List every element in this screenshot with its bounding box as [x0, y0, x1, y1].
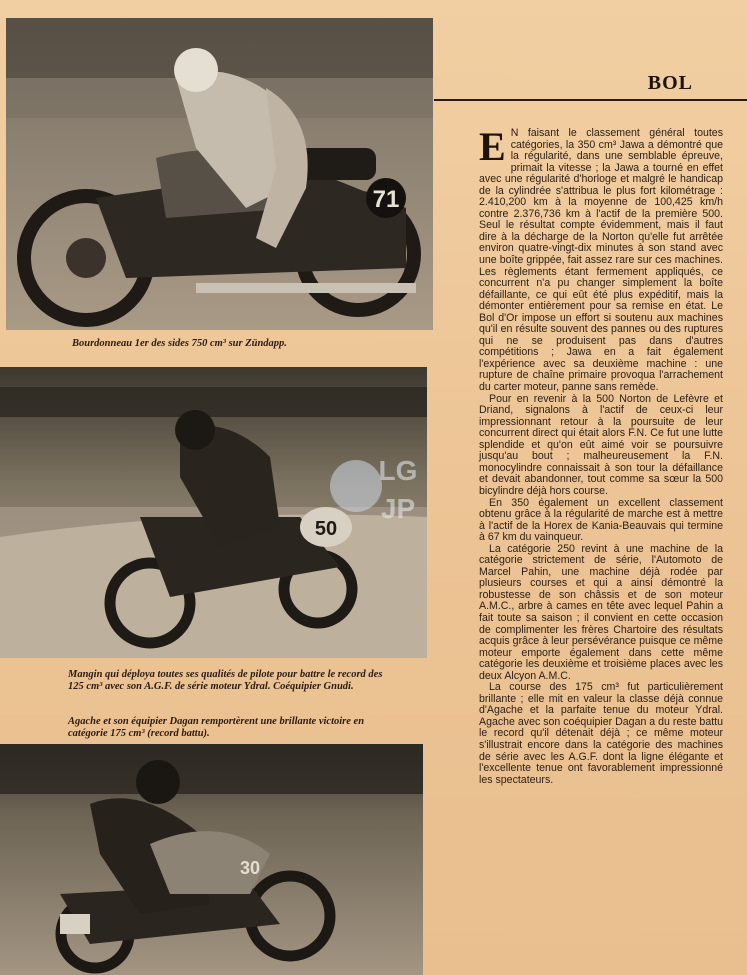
- article-paragraph-5: La course des 175 cm³ fut particulièrement brillante ; elle mit en valeur la classe déjà connue d'Agache et la parfaite tenue du moteur Ydral. Agache avec son coéquipier Dagan a du reste battu le record qu'il détenait déjà ; ce même moteur s'illustrait encore dans la catégorie des machines de série avec les A.G.F. dont la ligne élégante et l'excellente tenue ont favorablement impressionné les spectateurs.: [479, 681, 723, 786]
- header-rule: [434, 99, 747, 101]
- article-paragraph-4: La catégorie 250 revint à une machine de la catégorie strictement de série, l'Automoto de Marcel Pahin, une machine déjà rodée par plusieurs courses et qui a ainsi démontré la robustesse de son châssis et de son moteur A.M.C., arbre à cames en tête avec lequel Pahin a fait toute sa saison ; il convient en cette occasion de complimenter les frères Chartoire des résultats acquis grâce à leur persévérance puisque ce même moteur emporte également dans cette même catégorie les deuxième et troisième places avec les deux Alcyon A.M.C.: [479, 542, 723, 682]
- drop-cap: E: [479, 124, 506, 169]
- paragraph-1-text: N faisant le classement général toutes catégories, la 350 cm³ Jawa a démontré que la régularité, dans une semblable épreuve, primait la vitesse ; la Jawa a tourné en effet avec une régularité d'horloge et malgré le handicap de la cylindrée s'attribua le plus fort kilométrage : 2.410,200 km à la moyenne de 100,425 km/h contre 2.376,736 km à l'actif de la première 500. Seul le résultat compte évidemment, mais il faut dire à la décharge de la Norton qu'elle fut arrêtée environ quatre-vingt-dix minutes à son stand avec une boîte grippée, fait assez rare sur ces machines. Les règlements étant fermement appliqués, ce concurrent n'a pu changer simplement la boîte défaillante, ce qui eût été plus expéditif, mais la démonter entièrement pour sa remise en état. Le Bol d'Or impose un effort si soutenu aux machines qu'il en résulte souvent des pannes ou des ruptures qui ne se produisent pas dans d'autres compétitions ; Jawa en a fait également l'expérience avec sa deuxième machine : une rupture de chaîne primaire provoqua l'arrachement du carter moteur, panne sans remède.: [479, 127, 723, 394]
- lgjp-watermark: [326, 446, 438, 526]
- article-paragraph-3: En 350 également un excellent classement obtenu grâce à la régularité de marche est à mettre à l'actif de la Horex de Kania-Beauvais qui termine à 67 km du vainqueur.: [479, 496, 723, 544]
- caption-photo-2: Mangin qui déploya toutes ses qualités de pilote pour battre le record des 125 cm³ avec son A.G.F. de série moteur Ydral. Coéquipier Gnudi.: [68, 669, 383, 692]
- article-paragraph-2: Pour en revenir à la 500 Norton de Lefèvre et Driand, signalons à l'actif de ceux-ci leur impressionnant retour à la poursuite de leur concurrent direct qui était alors F.N. Ce fut une lutte splendide et qu'on eût aimé voir se poursuivre jusqu'au bout ; malheureusement la F.N. monocylindre connaissait à son tour la défaillance et devait abandonner, tout comme sa sœur la 500 bicylindre déjà hors course.: [479, 392, 723, 497]
- article-column: [479, 124, 723, 786]
- photo-agache-175: [0, 744, 423, 975]
- photo-zundapp-sidecar: [6, 18, 433, 330]
- section-header: BOL: [647, 72, 693, 94]
- race-number-30: 30: [239, 858, 261, 878]
- caption-photo-3: Agache et son équipier Dagan remportèrent une brillante victoire en catégorie 175 cm³ (record battu).: [68, 716, 365, 739]
- caption-photo-1: Bourdonneau 1er des sides 750 cm³ sur Zündapp.: [72, 338, 287, 349]
- race-number-71: 71: [372, 186, 400, 213]
- article-paragraph-1: [479, 124, 723, 394]
- watermark-line-2: JP: [380, 493, 416, 524]
- race-number-50: 50: [314, 518, 338, 540]
- watermark-line-1: LG: [378, 455, 418, 486]
